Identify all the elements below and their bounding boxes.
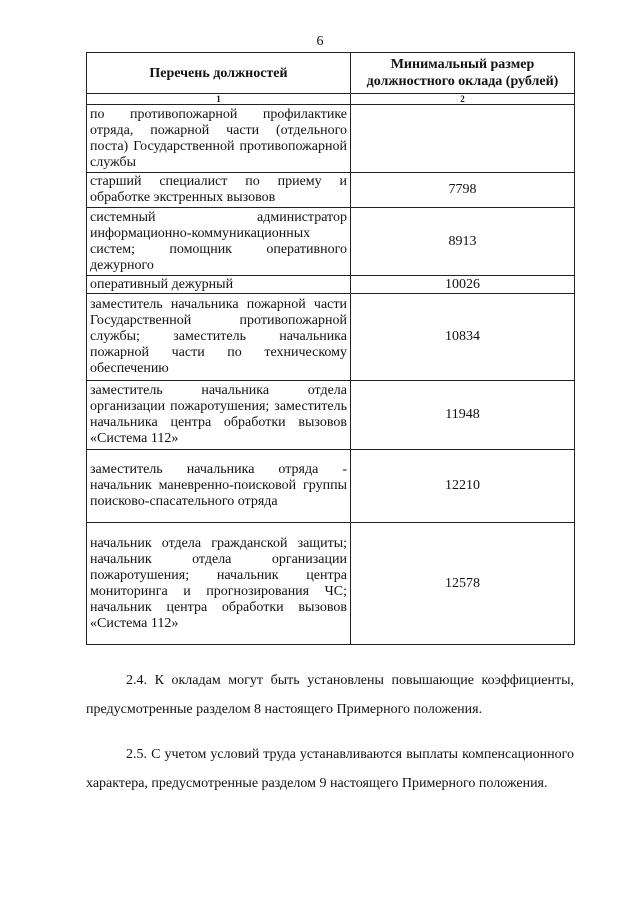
salary-cell: 7798	[351, 173, 575, 208]
table-row	[87, 173, 575, 208]
table-header-row	[87, 53, 575, 94]
salary-cell: 12210	[351, 450, 575, 523]
table-row	[87, 450, 575, 523]
header-min-salary: Минимальный размер должностного оклада (рублей)	[351, 53, 575, 94]
position-cell: по противопожарной профилактике отряда, пожарной части (отдельного поста) Государственной противопожарной службы	[87, 105, 351, 173]
paragraph-2-4-text: 2.4. К окладам могут быть установлены повышающие коэффициенты, предусмотренные разделом 8 настоящего Примерного положения.	[86, 673, 574, 717]
position-cell: заместитель начальника отдела организации пожаротушения; заместитель начальника центра обработки вызовов «Система 112»	[87, 381, 351, 450]
salary-cell: 8913	[351, 208, 575, 276]
table-row	[87, 294, 575, 381]
column-number-row	[87, 94, 575, 105]
page-number: 6	[316, 34, 324, 49]
salary-cell: 11948	[351, 381, 575, 450]
table-row	[87, 105, 575, 173]
table-row	[87, 276, 575, 294]
salary-cell: 12578	[351, 523, 575, 645]
position-cell: системный администратор информационно-коммуникационных систем; помощник оперативного дежурного	[87, 208, 351, 276]
paragraph-2-5-text: 2.5. С учетом условий труда устанавливаются выплаты компенсационного характера, предусмотренные разделом 9 настоящего Примерного положения.	[86, 747, 574, 791]
column-number-2: 2	[351, 94, 575, 105]
position-cell: заместитель начальника пожарной части Государственной противопожарной службы; заместитель начальника пожарной части по техническому обеспечению	[87, 294, 351, 381]
column-number-1: 1	[87, 94, 351, 105]
table-row	[87, 381, 575, 450]
position-cell: старший специалист по приему и обработке экстренных вызовов	[87, 173, 351, 208]
salary-cell	[351, 105, 575, 173]
position-cell: начальник отдела гражданской защиты; начальник отдела организации пожаротушения; начальник центра мониторинга и прогнозирования ЧС; начальник центра обработки вызовов «Система 112»	[87, 523, 351, 645]
position-cell: оперативный дежурный	[87, 276, 351, 294]
position-cell: заместитель начальника отряда - начальник маневренно-поисковой группы поисково-спасательного отряда	[87, 450, 351, 523]
salary-cell: 10834	[351, 294, 575, 381]
salary-table	[86, 52, 575, 645]
header-positions: Перечень должностей	[87, 53, 351, 94]
table-row	[87, 208, 575, 276]
paragraph-2-4	[86, 666, 574, 724]
paragraph-2-5	[86, 740, 574, 798]
table-row	[87, 523, 575, 645]
salary-cell: 10026	[351, 276, 575, 294]
